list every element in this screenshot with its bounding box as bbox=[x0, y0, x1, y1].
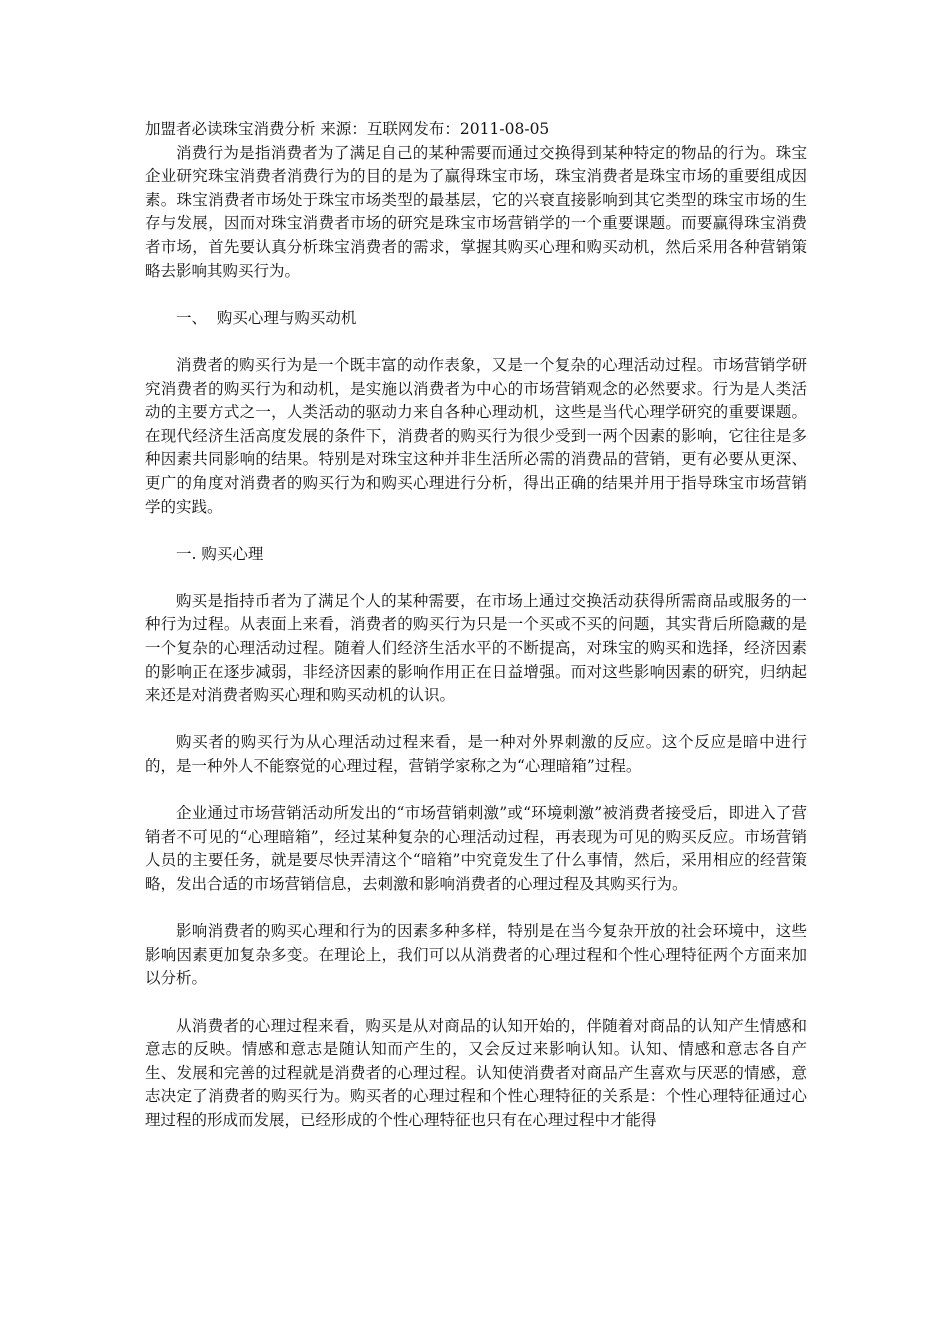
body-paragraph: 从消费者的心理过程来看，购买是从对商品的认知开始的，伴随着对商品的认知产生情感和意志的反映。情感和意志是随认知而产生的，又会反过来影响认知。认知、情感和意志各自产生、发展和完善的过程就是消费者的心理过程。认知使消费者对商品产生喜欢与厌恶的情感，意志决定了消费者的购买行为。购买者的心理过程和个性心理特征的关系是：个性心理特征通过心理过程的形成而发展，已经形成的个性心理特征也只有在心理过程中才能得 bbox=[145, 1016, 807, 1129]
spacer bbox=[145, 519, 807, 543]
body-paragraph: 购买是指持币者为了满足个人的某种需要，在市场上通过交换活动获得所需商品或服务的一种行为过程。从表面上来看，消费者的购买行为只是一个买或不买的问题，其实背后所隐藏的是一个复杂的心理活动过程。随着人们经济生活水平的不断提高，对珠宝的购买和选择，经济因素的影响正在逐步减弱，非经济因素的影响作用正在日益增强。而对这些影响因素的研究，归纳起来还是对消费者购买心理和购买动机的认识。 bbox=[145, 591, 807, 705]
spacer bbox=[145, 283, 807, 307]
document-header: 加盟者必读珠宝消费分析 来源：互联网发布：2011-08-05 bbox=[145, 120, 550, 138]
spacer bbox=[145, 897, 807, 921]
spacer bbox=[145, 708, 807, 732]
body-paragraph: 购买者的购买行为从心理活动过程来看，是一种对外界刺激的反应。这个反应是暗中进行的，是一种外人不能察觉的心理过程，营销学家称之为“心理暗箱”过程。 bbox=[145, 733, 807, 776]
body-paragraph: 影响消费者的购买心理和行为的因素多种多样，特别是在当今复杂开放的社会环境中，这些影响因素更加复杂多变。在理论上，我们可以从消费者的心理过程和个性心理特征两个方面来加以分析。 bbox=[145, 922, 807, 988]
section-heading: 一、 购买心理与购买动机 bbox=[176, 308, 357, 327]
document-page bbox=[145, 118, 807, 1133]
intro-paragraph: 消费行为是指消费者为了满足自己的某种需要而通过交换得到某种特定的物品的行为。珠宝企业研究珠宝消费者消费行为的目的是为了赢得珠宝市场，珠宝消费者是珠宝市场的重要组成因素。珠宝消费者市场处于珠宝市场类型的最基层，它的兴衰直接影响到其它类型的珠宝市场的生存与发展，因而对珠宝消费者市场的研究是珠宝市场营销学的一个重要课题。而要赢得珠宝消费者市场，首先要认真分析珠宝消费者的需求，掌握其购买心理和购买动机，然后采用各种营销策略去影响其购买行为。 bbox=[145, 143, 807, 280]
body-paragraph: 企业通过市场营销活动所发出的“市场营销刺激”或“环境刺激”被消费者接受后，即进入了营销者不可见的“心理暗箱”，经过某种复杂的心理活动过程，再表现为可见的购买反应。市场营销人员的主要任务，就是要尽快弄清这个“暗箱”中究竟发生了什么事情，然后，采用相应的经营策略，发出合适的市场营销信息，去刺激和影响消费者的心理过程及其购买行为。 bbox=[145, 804, 807, 893]
section-paragraph: 消费者的购买行为是一个既丰富的动作表象，又是一个复杂的心理活动过程。市场营销学研究消费者的购买行为和动机，是实施以消费者为中心的市场营销观念的必然要求。行为是人类活动的主要方式之一，人类活动的驱动力来自各种心理动机，这些是当代心理学研究的重要课题。在现代经济生活高度发展的条件下，消费者的购买行为很少受到一两个因素的影响，它往往是多种因素共同影响的结果。特别是对珠宝这种并非生活所必需的消费品的营销，更有必要从更深、更广的角度对消费者的购买行为和购买心理进行分析，得出正确的结果并用于指导珠宝市场营销学的实践。 bbox=[145, 355, 807, 516]
subsection-heading: 一. 购买心理 bbox=[176, 544, 264, 563]
spacer bbox=[145, 330, 807, 354]
spacer bbox=[145, 991, 807, 1015]
spacer bbox=[145, 779, 807, 803]
spacer bbox=[145, 566, 807, 590]
